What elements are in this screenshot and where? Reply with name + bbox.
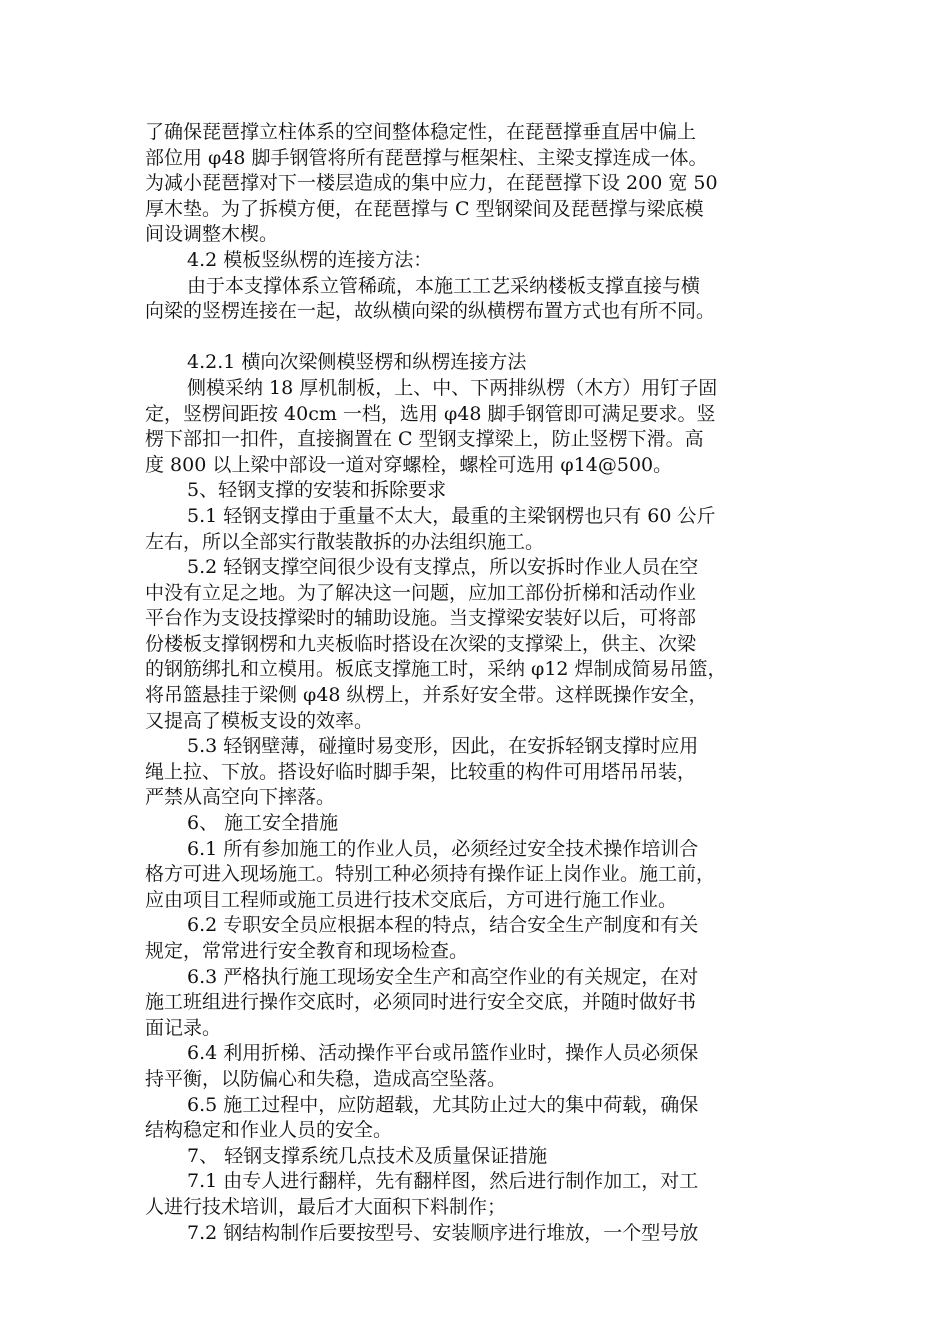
blank-line [145, 325, 810, 351]
text-line: 定，竖楞间距按 40cm 一档，选用 φ48 脚手钢管即可满足要求。竖 [145, 402, 716, 425]
paragraph-4-2-1-heading [145, 350, 810, 376]
text-line: 4.2.1 横向次梁侧模竖楞和纵楞连接方法 [187, 351, 527, 374]
text-line: 楞下部扣一扣件，直接搁置在 C 型钢支撑梁上，防止竖楞下滑。高 [145, 428, 704, 451]
text-line: 中没有立足之地。为了解决这一问题，应加工部份折梯和活动作业 [145, 581, 697, 604]
text-line: 施工班组进行操作交底时，必须同时进行安全交底，并随时做好书 [145, 991, 697, 1014]
text-line: 厚木垫。为了拆模方便，在琵琶撑与 C 型钢梁间及琵琶撑与梁底模 [145, 197, 704, 220]
paragraph-6-1 [145, 837, 810, 914]
text-line: 平台作为支设技撑梁时的辅助设施。当支撑梁安装好以后，可将部 [145, 607, 697, 630]
text-line: 为减小琵琶撑对下一楼层造成的集中应力，在琵琶撑下设 200 宽 50 [145, 172, 718, 195]
paragraph-6-4 [145, 1041, 810, 1092]
paragraph-5-1 [145, 504, 810, 555]
paragraph-7-1 [145, 1169, 810, 1220]
text-line: 应由项目工程师或施工员进行技术交底后，方可进行施工作业。 [145, 888, 678, 911]
paragraph-6-2 [145, 913, 810, 964]
text-line: 侧模采纳 18 厚机制板，上、中、下两排纵楞（木方）用钉子固 [187, 376, 718, 399]
paragraph-4-2-heading [145, 248, 810, 274]
paragraph-6-5 [145, 1093, 810, 1144]
text-line: 7.2 钢结构制作后要按型号、安装顺序进行堆放，一个型号放 [187, 1221, 699, 1244]
text-line: 6.5 施工过程中，应防超载，尤其防止过大的集中荷载，确保 [187, 1093, 699, 1116]
text-line: 人进行技术培训，最后才大面积下料制作； [145, 1195, 507, 1218]
text-line: 5.1 轻钢支撑由于重量不太大，最重的主梁钢楞也只有 60 公斤 [187, 504, 716, 527]
paragraph-4-2-1-body [145, 376, 810, 478]
text-line: 间设调整木楔。 [145, 223, 279, 246]
text-line: 份楼板支撑钢楞和九夹板临时搭设在次梁的支撑梁上，供主、次梁 [145, 632, 697, 655]
paragraph-5-2 [145, 555, 810, 734]
text-line: 结构稳定和作业人员的安全。 [145, 1119, 393, 1142]
text-line: 6.3 严格执行施工现场安全生产和高空作业的有关规定，在对 [187, 965, 699, 988]
text-line: 5.2 轻钢支撑空间很少设有支撑点，所以安拆时作业人员在空 [187, 556, 699, 579]
text-line: 将吊篮悬挂于梁侧 φ48 纵楞上，并系好安全带。这样既操作安全， [145, 684, 708, 707]
text-line: 6.2 专职安全员应根据本程的特点，结合安全生产制度和有关 [187, 914, 699, 937]
text-line: 了确保琵琶撑立柱体系的空间整体稳定性，在琵琶撑垂直居中偏上 [145, 121, 697, 143]
text-line: 又提高了模板支设的效率。 [145, 709, 374, 732]
text-line: 面记录。 [145, 1016, 222, 1039]
text-line: 5.3 轻钢壁薄，碰撞时易变形，因此，在安拆轻钢支撑时应用 [187, 735, 699, 758]
text-line: 左右，所以全部实行散装散拆的办法组织施工。 [145, 530, 545, 553]
text-line: 5、轻钢支撑的安装和拆除要求 [187, 479, 447, 502]
text-line: 绳上拉、下放。搭设好临时脚手架，比较重的构件可用塔吊吊装， [145, 760, 697, 783]
text-line: 7、 轻钢支撑系统几点技术及质量保证措施 [187, 1144, 548, 1167]
paragraph-5-3 [145, 734, 810, 811]
paragraph-braces-intro [145, 120, 810, 248]
text-line: 7.1 由专人进行翻样，先有翻样图，然后进行制作加工，对工 [187, 1170, 699, 1193]
text-line: 严禁从高空向下摔落。 [145, 786, 336, 809]
paragraph-7-2 [145, 1221, 810, 1247]
text-line: 6、 施工安全措施 [187, 812, 339, 835]
paragraph-4-2-body [145, 274, 810, 325]
paragraph-5-heading [145, 478, 810, 504]
text-line: 的钢筋绑扎和立模用。板底支撑施工时，采纳 φ12 焊制成简易吊篮， [145, 658, 727, 681]
text-line: 向梁的竖楞连接在一起，故纵横向梁的纵横楞布置方式也有所不同。 [145, 300, 716, 323]
text-line: 规定，常常进行安全教育和现场检查。 [145, 940, 469, 962]
paragraph-7-heading [145, 1144, 810, 1170]
text-line: 部位用 φ48 脚手钢管将所有琵琶撑与框架柱、主梁支撑连成一体。 [145, 146, 708, 169]
text-line: 6.4 利用折梯、活动操作平台或吊篮作业时，操作人员必须保 [187, 1042, 699, 1065]
text-line: 4.2 模板竖纵楞的连接方法： [187, 248, 433, 271]
text-line: 度 800 以上梁中部设一道对穿螺栓，螺栓可选用 φ14@500。 [145, 453, 673, 476]
text-line: 格方可进入现场施工。特别工种必须持有操作证上岗作业。施工前， [145, 863, 716, 886]
paragraph-6-heading [145, 811, 810, 837]
document-body [145, 120, 810, 1246]
paragraph-6-3 [145, 965, 810, 1042]
text-line: 由于本支撑体系立管稀疏，本施工工艺采纳楼板支撑直接与横 [187, 274, 701, 297]
text-line: 6.1 所有参加施工的作业人员，必须经过安全技术操作培训合 [187, 837, 699, 860]
text-line: 持平衡，以防偏心和失稳，造成高空坠落。 [145, 1067, 507, 1090]
